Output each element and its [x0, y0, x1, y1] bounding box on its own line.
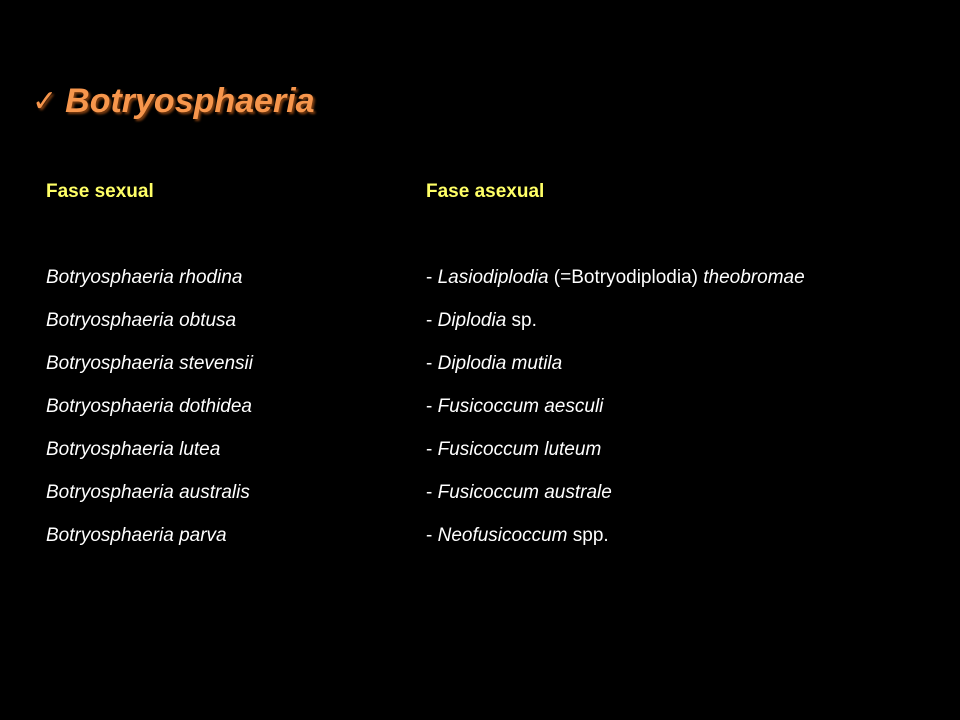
item-prefix: - [426, 353, 438, 374]
item-prefix: - [426, 525, 438, 546]
sexual-phase-heading: Fase sexual [46, 181, 154, 202]
list-item: Botryosphaeria stevensii [46, 353, 253, 374]
item-note: (=Botryodiplodia) [548, 267, 704, 288]
list-item [426, 352, 805, 395]
list-item [426, 524, 805, 567]
list-item: Botryosphaeria rhodina [46, 267, 243, 288]
slide-title-text: Botryosphaeria [65, 82, 315, 120]
item-genus: Lasiodiplodia [437, 267, 549, 288]
item-note: sp. [506, 310, 537, 331]
item-genus: Fusicoccum australe [437, 482, 612, 503]
item-genus: Fusicoccum luteum [437, 439, 602, 460]
list-item: Botryosphaeria australis [46, 482, 250, 503]
item-prefix: - [426, 396, 438, 417]
item-epithet: theobromae [703, 267, 805, 288]
checkmark-icon: ✓ [32, 85, 58, 118]
item-prefix: - [426, 310, 438, 331]
item-genus: Neofusicoccum [437, 525, 568, 546]
item-prefix: - [426, 439, 438, 460]
asexual-phase-heading: Fase asexual [426, 181, 545, 202]
list-item: Botryosphaeria obtusa [46, 310, 237, 331]
sexual-phase-column [46, 180, 253, 567]
list-item: Botryosphaeria lutea [46, 439, 221, 460]
asexual-phase-column [426, 180, 805, 567]
item-prefix: - [426, 482, 438, 503]
item-prefix: - [426, 267, 438, 288]
list-item [426, 309, 805, 352]
item-genus: Diplodia [437, 310, 507, 331]
slide-title [32, 82, 315, 121]
list-item [426, 481, 805, 524]
list-item: Botryosphaeria parva [46, 525, 227, 546]
list-item [426, 395, 805, 438]
list-item [426, 438, 805, 481]
list-item: Botryosphaeria dothidea [46, 396, 252, 417]
list-item [426, 266, 805, 309]
item-genus: Diplodia mutila [437, 353, 563, 374]
item-genus: Fusicoccum aesculi [437, 396, 604, 417]
item-note: spp. [567, 525, 609, 546]
